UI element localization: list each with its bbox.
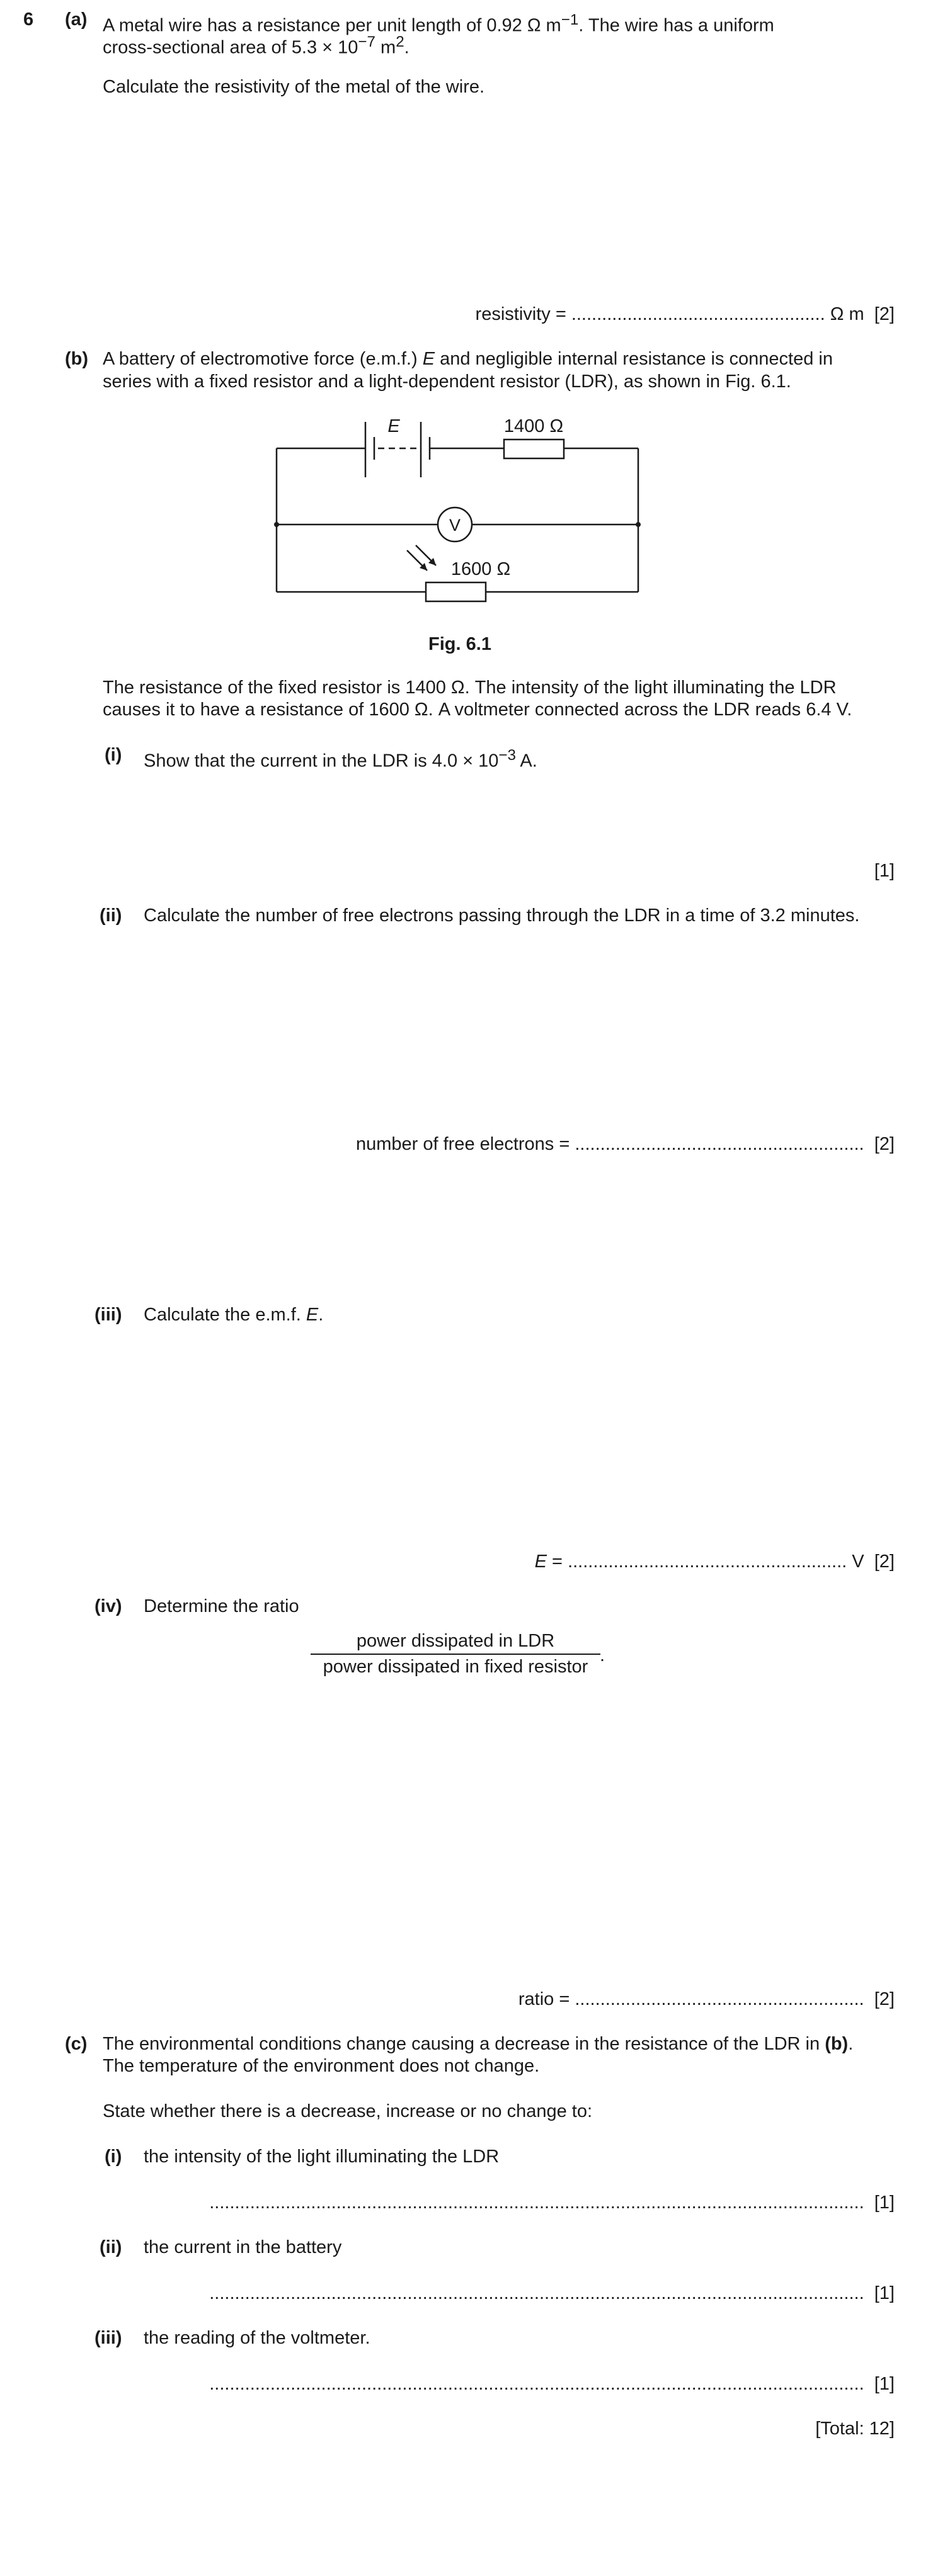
- part-b-ii-label: (ii): [100, 905, 122, 926]
- marks: [2]: [874, 1134, 895, 1154]
- marks: [1]: [874, 2193, 895, 2213]
- part-b-intro-line-2: series with a fixed resistor and a light-dependent resistor (LDR), as shown in Fig. 6.1.: [103, 372, 791, 392]
- answer-dots: .......................................................: [568, 1552, 847, 1572]
- part-b-label: (b): [65, 349, 89, 369]
- fraction-period: .: [600, 1645, 605, 1665]
- fraction-denominator: power dissipated in fixed resistor: [323, 1657, 588, 1677]
- part-a-text-line-1: A metal wire has a resistance per unit length of 0.92 Ω $m^{-1}$. The wire has a uniform: [103, 11, 774, 36]
- part-a-label: (a): [65, 9, 88, 30]
- part-c-i-answer-line[interactable]: [209, 2192, 895, 2214]
- part-b-intro-line-1: A battery of electromotive force (e.m.f.) E and negligible internal resistance is connected in: [103, 349, 833, 369]
- part-c-text-line-2: The temperature of the environment does not change.: [103, 2056, 540, 2076]
- part-a-text-line-2: cross-sectional area of $5.3 \times 10^{-7}$ $m^2$.: [103, 33, 410, 58]
- part-c-iii-label: (iii): [94, 2328, 122, 2348]
- marks: [2]: [874, 1552, 895, 1572]
- ldr-resistor: [426, 582, 486, 601]
- part-b-i-marks: [1]: [874, 861, 895, 881]
- marks: [2]: [874, 1989, 895, 2009]
- fixed-resistor: [504, 440, 564, 458]
- part-b-iii-answer-line[interactable]: E = ....................................................... V [2]: [534, 1552, 895, 1572]
- part-c-iii-text: the reading of the voltmeter.: [144, 2328, 370, 2348]
- part-c-text-line-1: The environmental conditions change causing a decrease in the resistance of the LDR in (b).: [103, 2034, 854, 2054]
- answer-dots: .................................................................................................................................: [209, 2374, 864, 2394]
- part-c-ii-text: the current in the battery: [144, 2237, 342, 2257]
- answer-dots: .................................................................................................................................: [209, 2283, 864, 2303]
- part-b-i-text: Show that the current in the LDR is $4.0 \times 10^{-3}$ A.: [144, 747, 537, 771]
- ldr-label: 1600 Ω: [450, 559, 511, 579]
- marks: [1]: [874, 2283, 895, 2303]
- battery-label: E: [387, 416, 400, 436]
- part-b-ii-text: Calculate the number of free electrons passing through the LDR in a time of 3.2 minutes.: [144, 905, 860, 926]
- part-c-ii-answer-line[interactable]: [209, 2283, 895, 2305]
- part-c-label: (c): [65, 2034, 88, 2054]
- part-b-iv-answer-line[interactable]: ratio = ......................................................... [2]: [518, 1989, 895, 2009]
- ratio-fraction: [311, 1630, 600, 1678]
- question-number: 6: [23, 9, 34, 30]
- answer-dots: .................................................................................................................................: [209, 2193, 864, 2213]
- part-c-i-text: the intensity of the light illuminating the LDR: [144, 2147, 500, 2167]
- marks: [1]: [874, 2374, 895, 2394]
- part-c-ii-label: (ii): [100, 2237, 122, 2257]
- fixed-resistor-label: 1400 Ω: [503, 416, 564, 436]
- part-b-iii-text: Calculate the e.m.f. E.: [144, 1305, 324, 1325]
- junction-left: [274, 522, 279, 527]
- figure-caption: Fig. 6.1: [428, 634, 491, 654]
- part-b-i-label: (i): [105, 745, 122, 765]
- fraction-numerator: power dissipated in LDR: [356, 1631, 555, 1651]
- part-b-desc-line-1: The resistance of the fixed resistor is 1400 Ω. The intensity of the light illuminating the LDR: [103, 678, 837, 698]
- part-a-instruction: Calculate the resistivity of the metal of the wire.: [103, 77, 485, 97]
- answer-dots: .........................................................: [575, 1134, 864, 1154]
- total-marks: [Total: 12]: [815, 2419, 895, 2439]
- marks: [2]: [874, 304, 895, 324]
- part-c-instruction: State whether there is a decrease, increase or no change to:: [103, 2101, 593, 2121]
- part-b-iii-label: (iii): [94, 1305, 122, 1325]
- part-a-answer-line[interactable]: resistivity = .................................................. Ω m [2]: [475, 304, 895, 324]
- circuit-diagram: [265, 408, 655, 610]
- answer-dots: ..................................................: [571, 304, 825, 324]
- answer-dots: .........................................................: [575, 1989, 864, 2009]
- part-c-iii-answer-line[interactable]: [209, 2373, 895, 2395]
- part-c-i-label: (i): [105, 2147, 122, 2167]
- voltmeter-label: V: [449, 516, 461, 535]
- part-b-ii-answer-line[interactable]: number of free electrons = ......................................................... [2]: [355, 1134, 895, 1154]
- junction-right: [636, 522, 641, 527]
- part-b-desc-line-2: causes it to have a resistance of 1600 Ω. A voltmeter connected across the LDR reads 6.4 V.: [103, 700, 852, 720]
- part-b-iv-label: (iv): [94, 1596, 122, 1616]
- part-b-iv-text: Determine the ratio: [144, 1596, 299, 1616]
